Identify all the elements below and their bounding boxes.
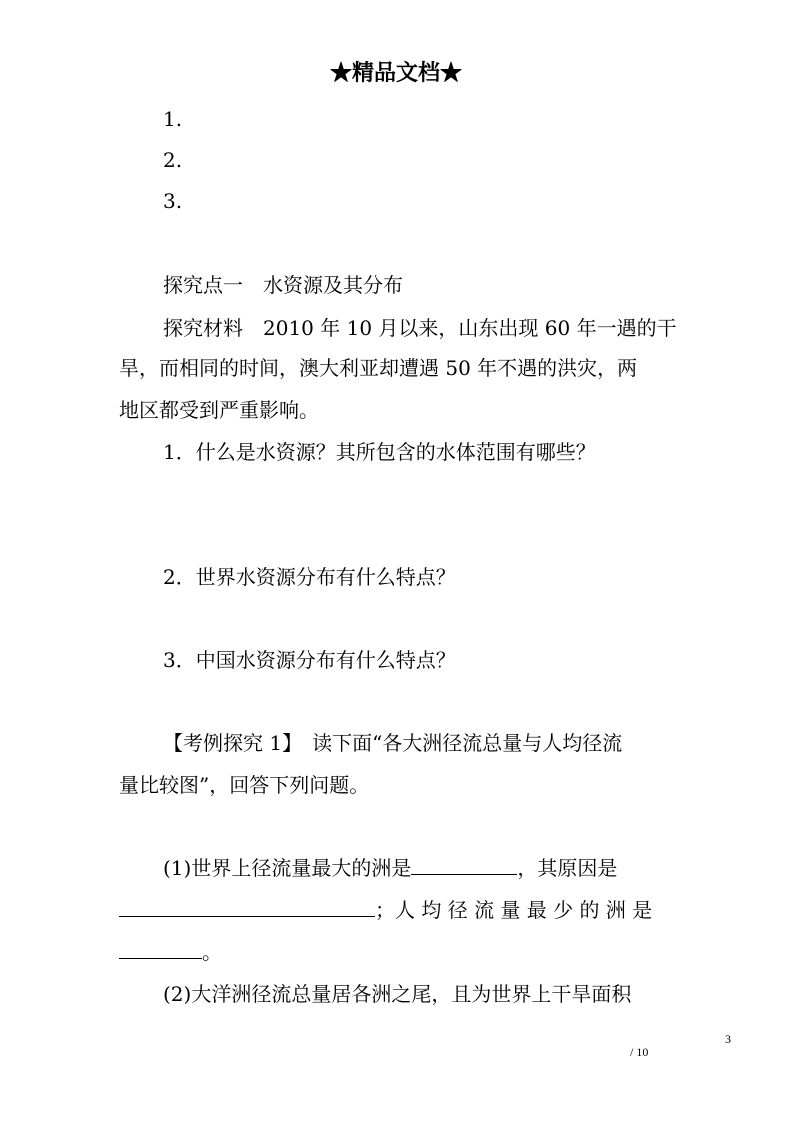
q1-line-2 — [119, 898, 652, 922]
example-line-1: 【考例探究 1】 读下面“各大洲径流总量与人均径流 — [163, 731, 623, 755]
header-title: ★精品文档★ — [330, 60, 463, 86]
material-line-3: 地区都受到严重影响。 — [119, 398, 319, 422]
answer-blank-3[interactable] — [119, 940, 202, 959]
list-item-3: 3. — [163, 189, 183, 213]
material-line-2: 旱，而相同的时间，澳大利亚却遭遇 50 年不遇的洪灾，两 — [119, 356, 638, 380]
q1-part-a: (1)世界上径流量最大的洲是 — [163, 856, 412, 880]
material-line-1: 探究材料 2010 年 10 月以来，山东出现 60 年一遇的干 — [163, 316, 677, 340]
example-line-2: 量比较图”，回答下列问题。 — [119, 773, 370, 797]
question-3: 3．中国水资源分布有什么特点？ — [163, 648, 456, 672]
section-heading: 探究点一 水资源及其分布 — [163, 273, 403, 297]
answer-blank-2[interactable] — [119, 898, 375, 917]
q1-line-1 — [163, 856, 617, 880]
q1-part-c: ；人 均 径 流 量 最 少 的 洲 是 — [375, 898, 653, 922]
q1-part-b: ，其原因是 — [517, 856, 618, 880]
answer-blank-1[interactable] — [411, 856, 517, 875]
q1-line-3 — [119, 940, 222, 964]
question-2: 2．世界水资源分布有什么特点？ — [163, 565, 456, 589]
question-1: 1．什么是水资源？其所包含的水体范围有哪些？ — [163, 440, 596, 464]
page-total: / 10 — [630, 1045, 649, 1059]
q1-part-d: 。 — [202, 940, 222, 964]
list-item-1: 1. — [163, 107, 183, 131]
list-item-2: 2. — [163, 148, 183, 172]
q2-line-1: (2)大洋洲径流总量居各洲之尾，且为世界上干旱面积 — [163, 982, 632, 1006]
page-number: 3 — [725, 1032, 731, 1046]
